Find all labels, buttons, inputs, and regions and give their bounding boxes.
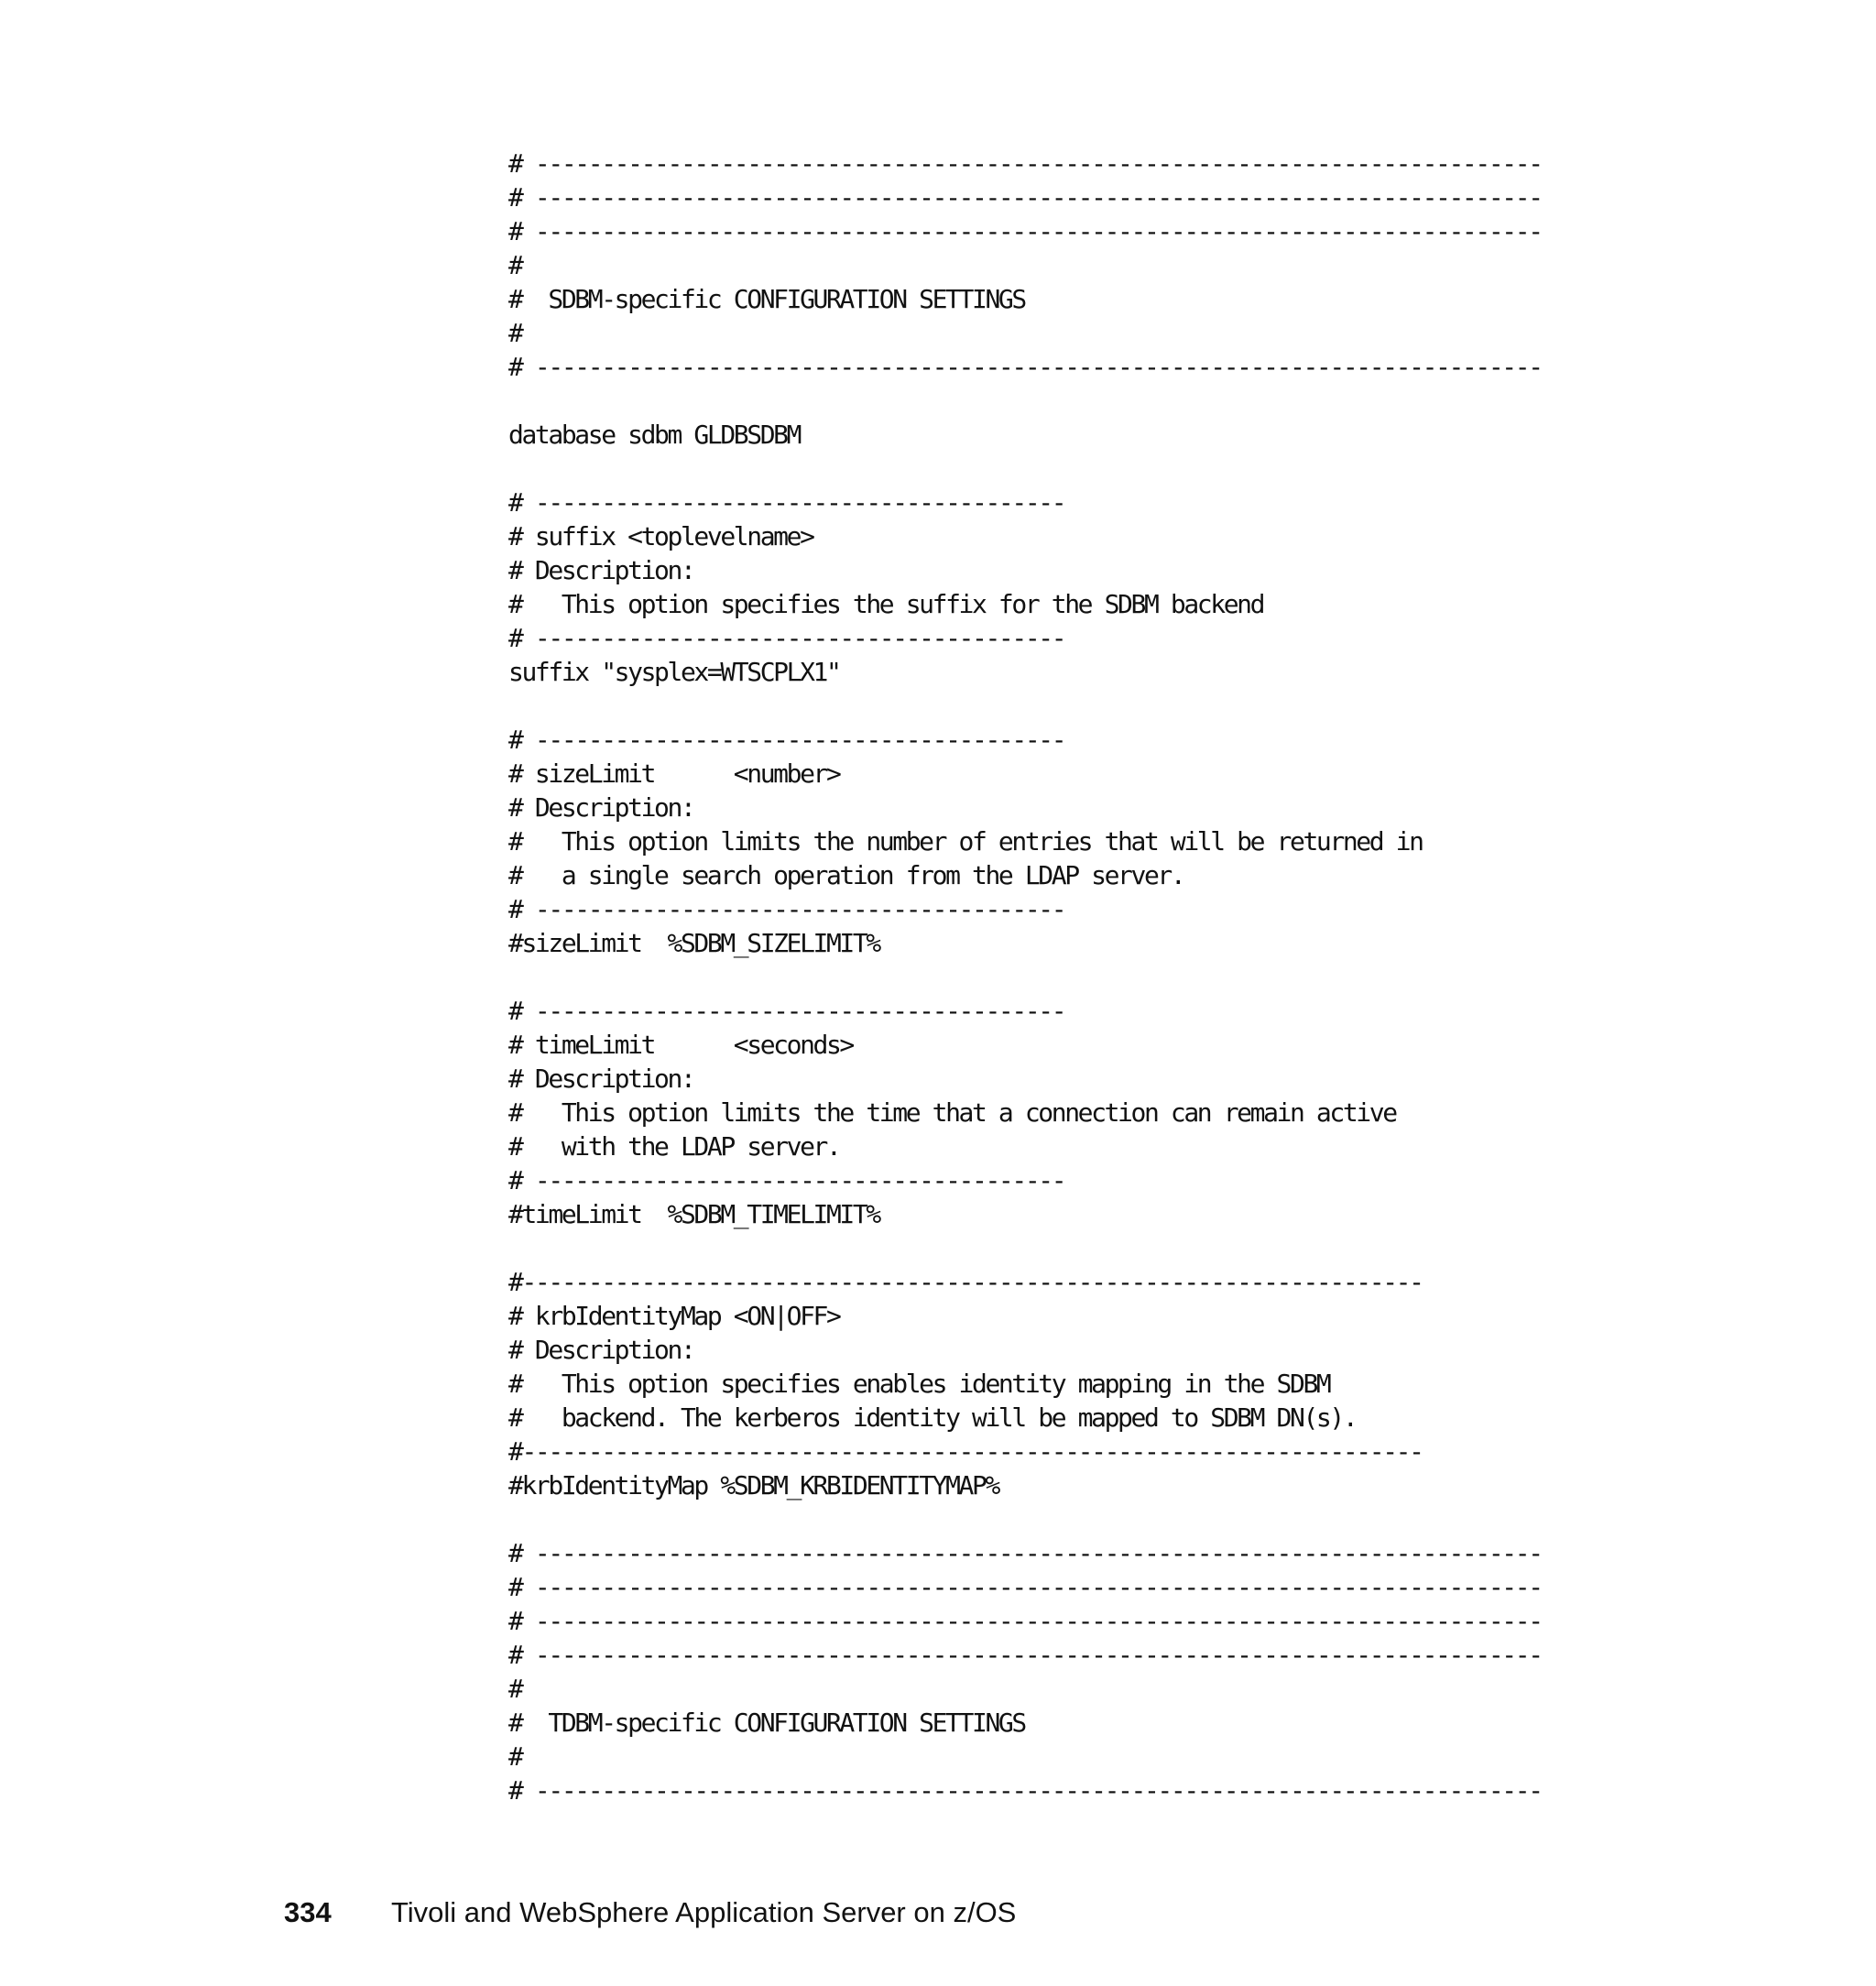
code-line [508,960,1542,994]
code-line: # [508,250,522,280]
code-line: #sizeLimit %SDBM_SIZELIMIT% [508,928,879,958]
code-line: # [508,1674,522,1704]
code-line: suffix "sysplex=WTSCPLX1" [508,657,840,687]
code-line: # ---------------------------------------------------------------------------- [508,1640,1542,1670]
code-line: # ---------------------------------------------------------------------------- [508,182,1542,213]
code-line: # Description: [508,1064,694,1094]
code-line: # ---------------------------------------------------------------------------- [508,148,1542,179]
page-footer [284,1894,1016,1931]
code-line: # ---------------------------------------- [508,894,1065,924]
code-line: # krbIdentityMap <ON|OFF> [508,1301,840,1331]
code-line: # This option specifies the suffix for the SDBM backend [508,589,1264,619]
code-line: # timeLimit <seconds> [508,1030,853,1060]
code-line: # ---------------------------------------- [508,1165,1065,1195]
code-line: #-------------------------------------------------------------------- [508,1267,1423,1297]
code-line: # sizeLimit <number> [508,758,840,789]
code-line: # Description: [508,555,694,585]
code-line [508,1502,1542,1536]
code-line: # Description: [508,792,694,823]
code-line: # backend. The kerberos identity will be mapped to SDBM DN(s). [508,1402,1357,1433]
code-line [508,689,1542,723]
code-line: # ---------------------------------------------------------------------------- [508,1775,1542,1806]
book-title: Tivoli and WebSphere Application Server on z/OS [391,1896,1017,1928]
code-line: #krbIdentityMap %SDBM_KRBIDENTITYMAP% [508,1470,998,1500]
code-line: # ---------------------------------------- [508,725,1065,755]
code-line: # This option limits the time that a connection can remain active [508,1097,1396,1128]
code-line: #timeLimit %SDBM_TIMELIMIT% [508,1199,879,1229]
code-line: # ---------------------------------------- [508,487,1065,518]
code-line: # [508,318,522,348]
page-number: 334 [284,1896,332,1928]
code-line: # SDBM-specific CONFIGURATION SETTINGS [508,284,1025,314]
code-line: # ---------------------------------------- [508,623,1065,653]
code-line: # This option specifies enables identity mapping in the SDBM [508,1369,1330,1399]
code-line: # ---------------------------------------------------------------------------- [508,352,1542,382]
code-line: # with the LDAP server. [508,1131,840,1162]
code-line: # This option limits the number of entries that will be returned in [508,826,1423,857]
code-line: # [508,1741,522,1772]
code-line: # ---------------------------------------------------------------------------- [508,216,1542,246]
code-line: # ---------------------------------------------------------------------------- [508,1572,1542,1602]
code-line: # suffix <toplevelname> [508,521,813,551]
code-line [508,1231,1542,1265]
code-line: #-------------------------------------------------------------------- [508,1436,1423,1467]
code-listing [508,147,1542,1807]
code-line: database sdbm GLDBSDBM [508,420,801,450]
code-line [508,452,1542,486]
code-line: # Description: [508,1335,694,1365]
code-line: # ---------------------------------------------------------------------------- [508,1538,1542,1568]
code-line: # a single search operation from the LDAP server. [508,860,1184,890]
code-line: # TDBM-specific CONFIGURATION SETTINGS [508,1708,1025,1738]
code-line: # ---------------------------------------------------------------------------- [508,1606,1542,1636]
code-line: # ---------------------------------------- [508,996,1065,1026]
code-line [508,384,1542,418]
